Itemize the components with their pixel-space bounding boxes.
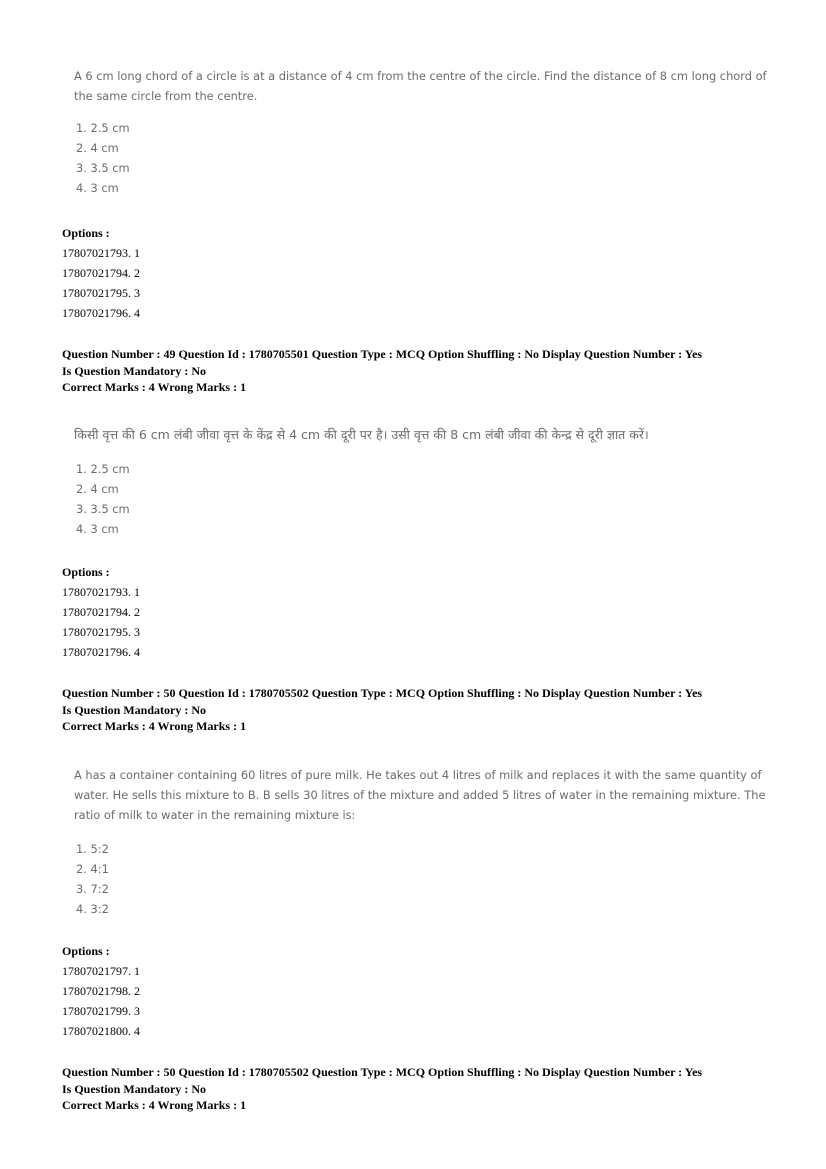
question-image [74, 66, 780, 198]
option-line: 17807021794. 2 [62, 266, 140, 280]
option-line: 17807021795. 3 [62, 286, 140, 300]
choice-item: 4. 3:2 [76, 902, 109, 916]
choice-item: 1. 2.5 cm [76, 462, 130, 476]
choice-item: 3. 3.5 cm [76, 161, 130, 175]
question-meta [62, 685, 774, 735]
options-label: Options : [62, 944, 110, 958]
question-image [74, 425, 814, 539]
options-label: Options : [62, 565, 110, 579]
choice-item: 3. 3.5 cm [76, 502, 130, 516]
options-section [62, 223, 140, 323]
choice-list [74, 118, 780, 198]
option-line: 17807021800. 4 [62, 1024, 140, 1038]
question-meta [62, 1064, 774, 1114]
options-section [62, 562, 140, 662]
question-image [74, 765, 780, 919]
option-line: 17807021799. 3 [62, 1004, 140, 1018]
question-text: A has a container containing 60 litres of pure milk. He takes out 4 litres of milk and replaces it with the same quantity of water. He sells this mixture to B. B sells 30 litres of the mixture and added 5 litres of water in the remaining mixture. The ratio of milk to water in the remaining mixture is: [74, 768, 766, 822]
question-mandatory: Is Question Mandatory : No [62, 1081, 207, 1096]
option-line: 17807021798. 2 [62, 984, 140, 998]
option-line: 17807021794. 2 [62, 605, 140, 619]
question-meta-line: Question Number : 50 Question Id : 1780705502 Question Type : MCQ Option Shuffling : No Display Question Number : Yes [62, 686, 703, 700]
question-text: A 6 cm long chord of a circle is at a distance of 4 cm from the centre of the circle. Find the distance of 8 cm long chord of the same circle from the centre. [74, 69, 767, 103]
choice-item: 3. 7:2 [76, 882, 109, 896]
option-line: 17807021796. 4 [62, 306, 140, 320]
choice-item: 1. 2.5 cm [76, 121, 130, 135]
question-mandatory: Is Question Mandatory : No [62, 702, 207, 717]
option-line: 17807021797. 1 [62, 964, 140, 978]
choice-item: 1. 5:2 [76, 842, 109, 856]
choice-list [74, 459, 814, 539]
choice-item: 2. 4 cm [76, 141, 119, 155]
option-line: 17807021795. 3 [62, 625, 140, 639]
question-text: किसी वृत्त की 6 cm लंबी जीवा वृत्त के केंद्र से 4 cm की दूरी पर है। उसी वृत्त की 8 cm लंबी जीवा की केन्द्र से दूरी ज्ञात करें। [74, 427, 649, 442]
choice-item: 2. 4:1 [76, 862, 109, 876]
option-line: 17807021793. 1 [62, 585, 140, 599]
question-meta-line: Question Number : 49 Question Id : 1780705501 Question Type : MCQ Option Shuffling : No Display Question Number : Yes [62, 347, 703, 361]
choice-item: 4. 3 cm [76, 522, 119, 536]
option-line: 17807021796. 4 [62, 645, 140, 659]
question-marks: Correct Marks : 4 Wrong Marks : 1 [62, 1098, 247, 1112]
option-line: 17807021793. 1 [62, 246, 140, 260]
question-meta-line: Question Number : 50 Question Id : 1780705502 Question Type : MCQ Option Shuffling : No Display Question Number : Yes [62, 1065, 703, 1079]
question-mandatory: Is Question Mandatory : No [62, 363, 207, 378]
question-meta [62, 346, 774, 396]
question-marks: Correct Marks : 4 Wrong Marks : 1 [62, 380, 247, 394]
choice-item: 2. 4 cm [76, 482, 119, 496]
choice-list [74, 839, 780, 919]
options-section [62, 941, 140, 1041]
options-label: Options : [62, 226, 110, 240]
question-marks: Correct Marks : 4 Wrong Marks : 1 [62, 719, 247, 733]
choice-item: 4. 3 cm [76, 181, 119, 195]
